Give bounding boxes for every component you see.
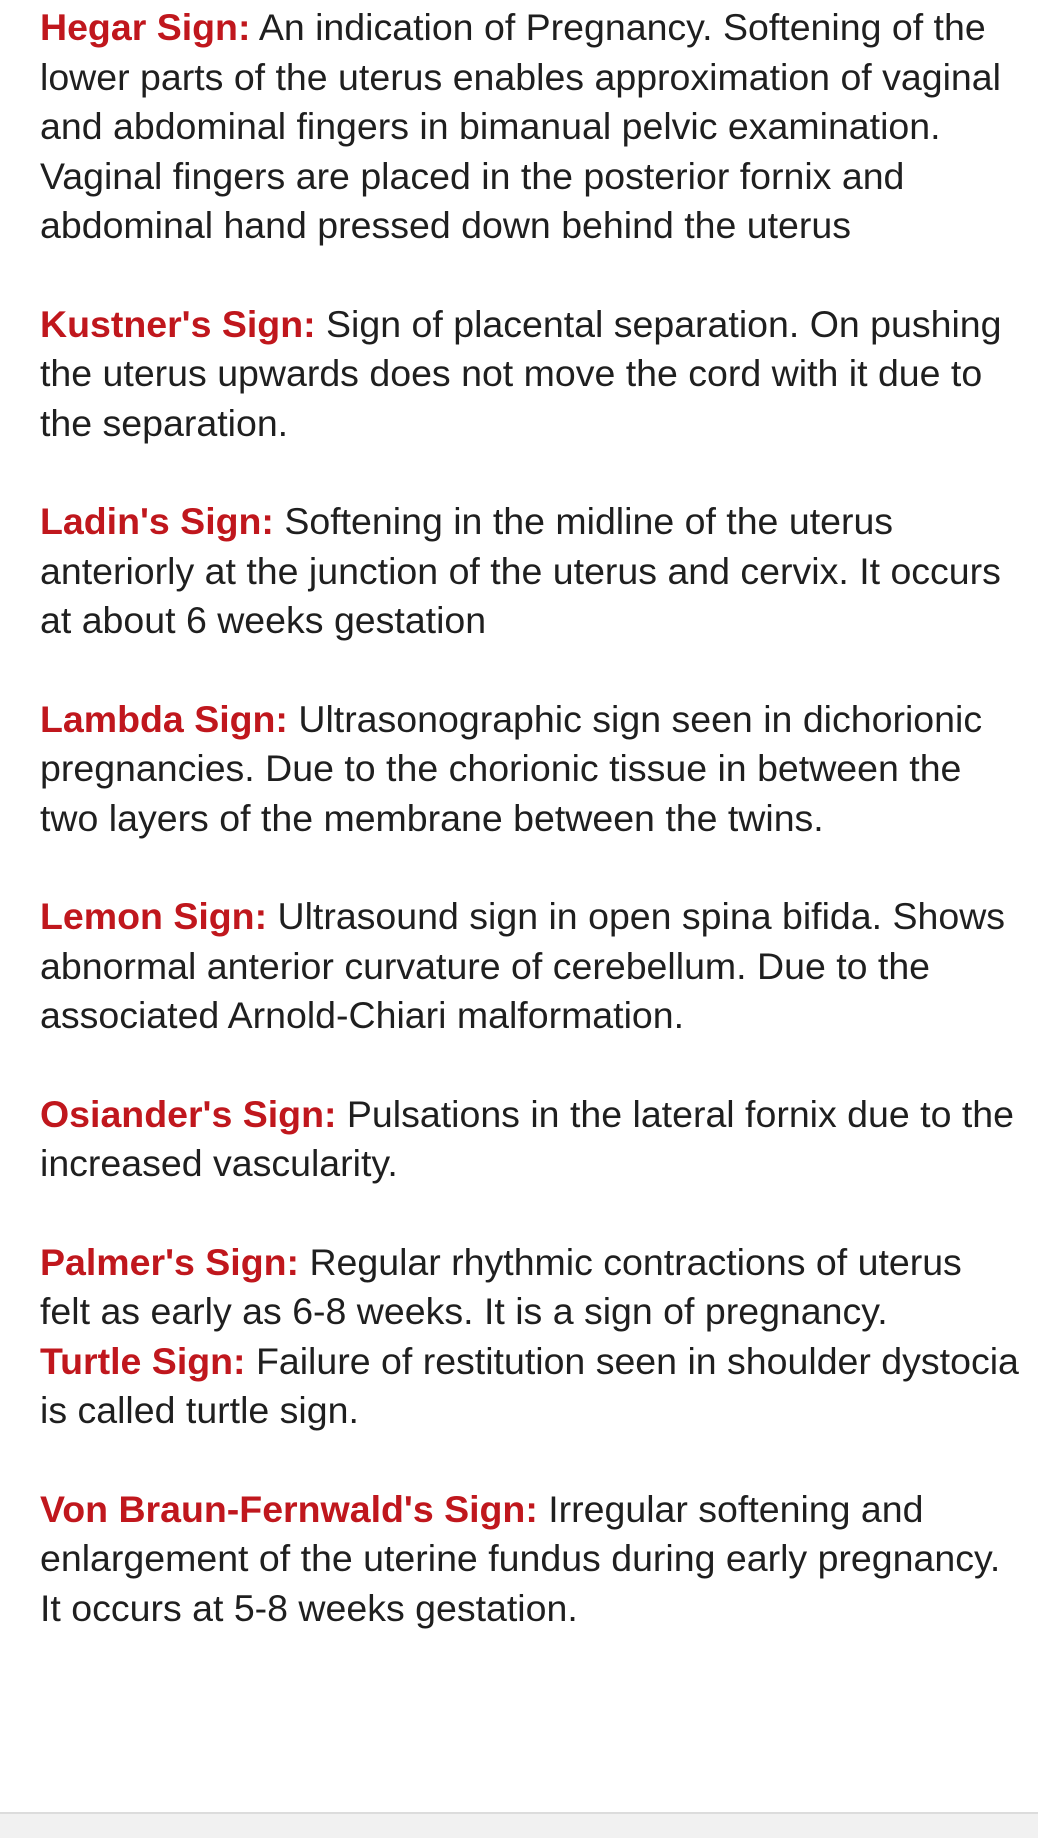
sign-term: Von Braun-Fernwald's Sign: bbox=[40, 1487, 538, 1530]
sign-definition: Softening in the midline of the uterus anteriorly at the junction of the uterus and cervix. It occurs at about 6 weeks gestation bbox=[40, 500, 1001, 641]
sign-definition: Ultrasonographic sign seen in dichorionic pregnancies. Due to the chorionic tissue in between the two layers of the membrane between the twins. bbox=[40, 697, 983, 839]
sign-term: Hegar Sign: bbox=[40, 6, 251, 48]
sign-term: Lambda Sign: bbox=[40, 697, 288, 740]
sign-definition: Regular rhythmic contractions of uterus felt as early as 6-8 weeks. It is a sign of pregnancy. bbox=[40, 1240, 962, 1332]
sign-definition: An indication of Pregnancy. Softening of the lower parts of the uterus enables approximation of vaginal and abdominal fingers in bimanual pelvic examination. Vaginal fingers are placed in the posterior fornix and abdominal hand pressed down behind the uterus bbox=[40, 6, 1001, 246]
sign-definition: Failure of restitution seen in shoulder dystocia is called turtle sign. bbox=[40, 1339, 1019, 1431]
sign-term: Lemon Sign: bbox=[40, 895, 268, 937]
sign-definition: Ultrasound sign in open spina bifida. Shows abnormal anterior curvature of cerebellum. Due to the associated Arnold-Chiari malformation. bbox=[40, 895, 1006, 1036]
sign-definition: Irregular softening and enlargement of the uterine fundus during early pregnancy. It occurs at 5-8 weeks gestation. bbox=[40, 1487, 1001, 1629]
sign-list bbox=[40, 3, 1020, 1682]
sign-term: Osiander's Sign: bbox=[40, 1092, 337, 1135]
sign-entry-lambda bbox=[40, 695, 1020, 844]
sign-term: Ladin's Sign: bbox=[40, 500, 274, 542]
bottom-divider-bar bbox=[0, 1812, 1038, 1838]
sign-entry-palmer bbox=[40, 1238, 1020, 1337]
sign-definition: Sign of placental separation. On pushing the uterus upwards does not move the cord with it due to the separation. bbox=[40, 302, 1002, 444]
sign-entry-kustner bbox=[40, 300, 1020, 449]
sign-entry-osiander bbox=[40, 1090, 1020, 1189]
sign-term: Turtle Sign: bbox=[40, 1339, 246, 1382]
sign-entry-von-braun-fernwald bbox=[40, 1485, 1020, 1634]
sign-entry-turtle bbox=[40, 1337, 1020, 1436]
sign-entry-lemon bbox=[40, 892, 1020, 1041]
sign-entry-ladin bbox=[40, 497, 1020, 646]
sign-term: Palmer's Sign: bbox=[40, 1240, 300, 1283]
sign-entry-hegar bbox=[40, 3, 1020, 251]
sign-definition: Pulsations in the lateral fornix due to the increased vascularity. bbox=[40, 1092, 1014, 1184]
sign-term: Kustner's Sign: bbox=[40, 302, 316, 345]
